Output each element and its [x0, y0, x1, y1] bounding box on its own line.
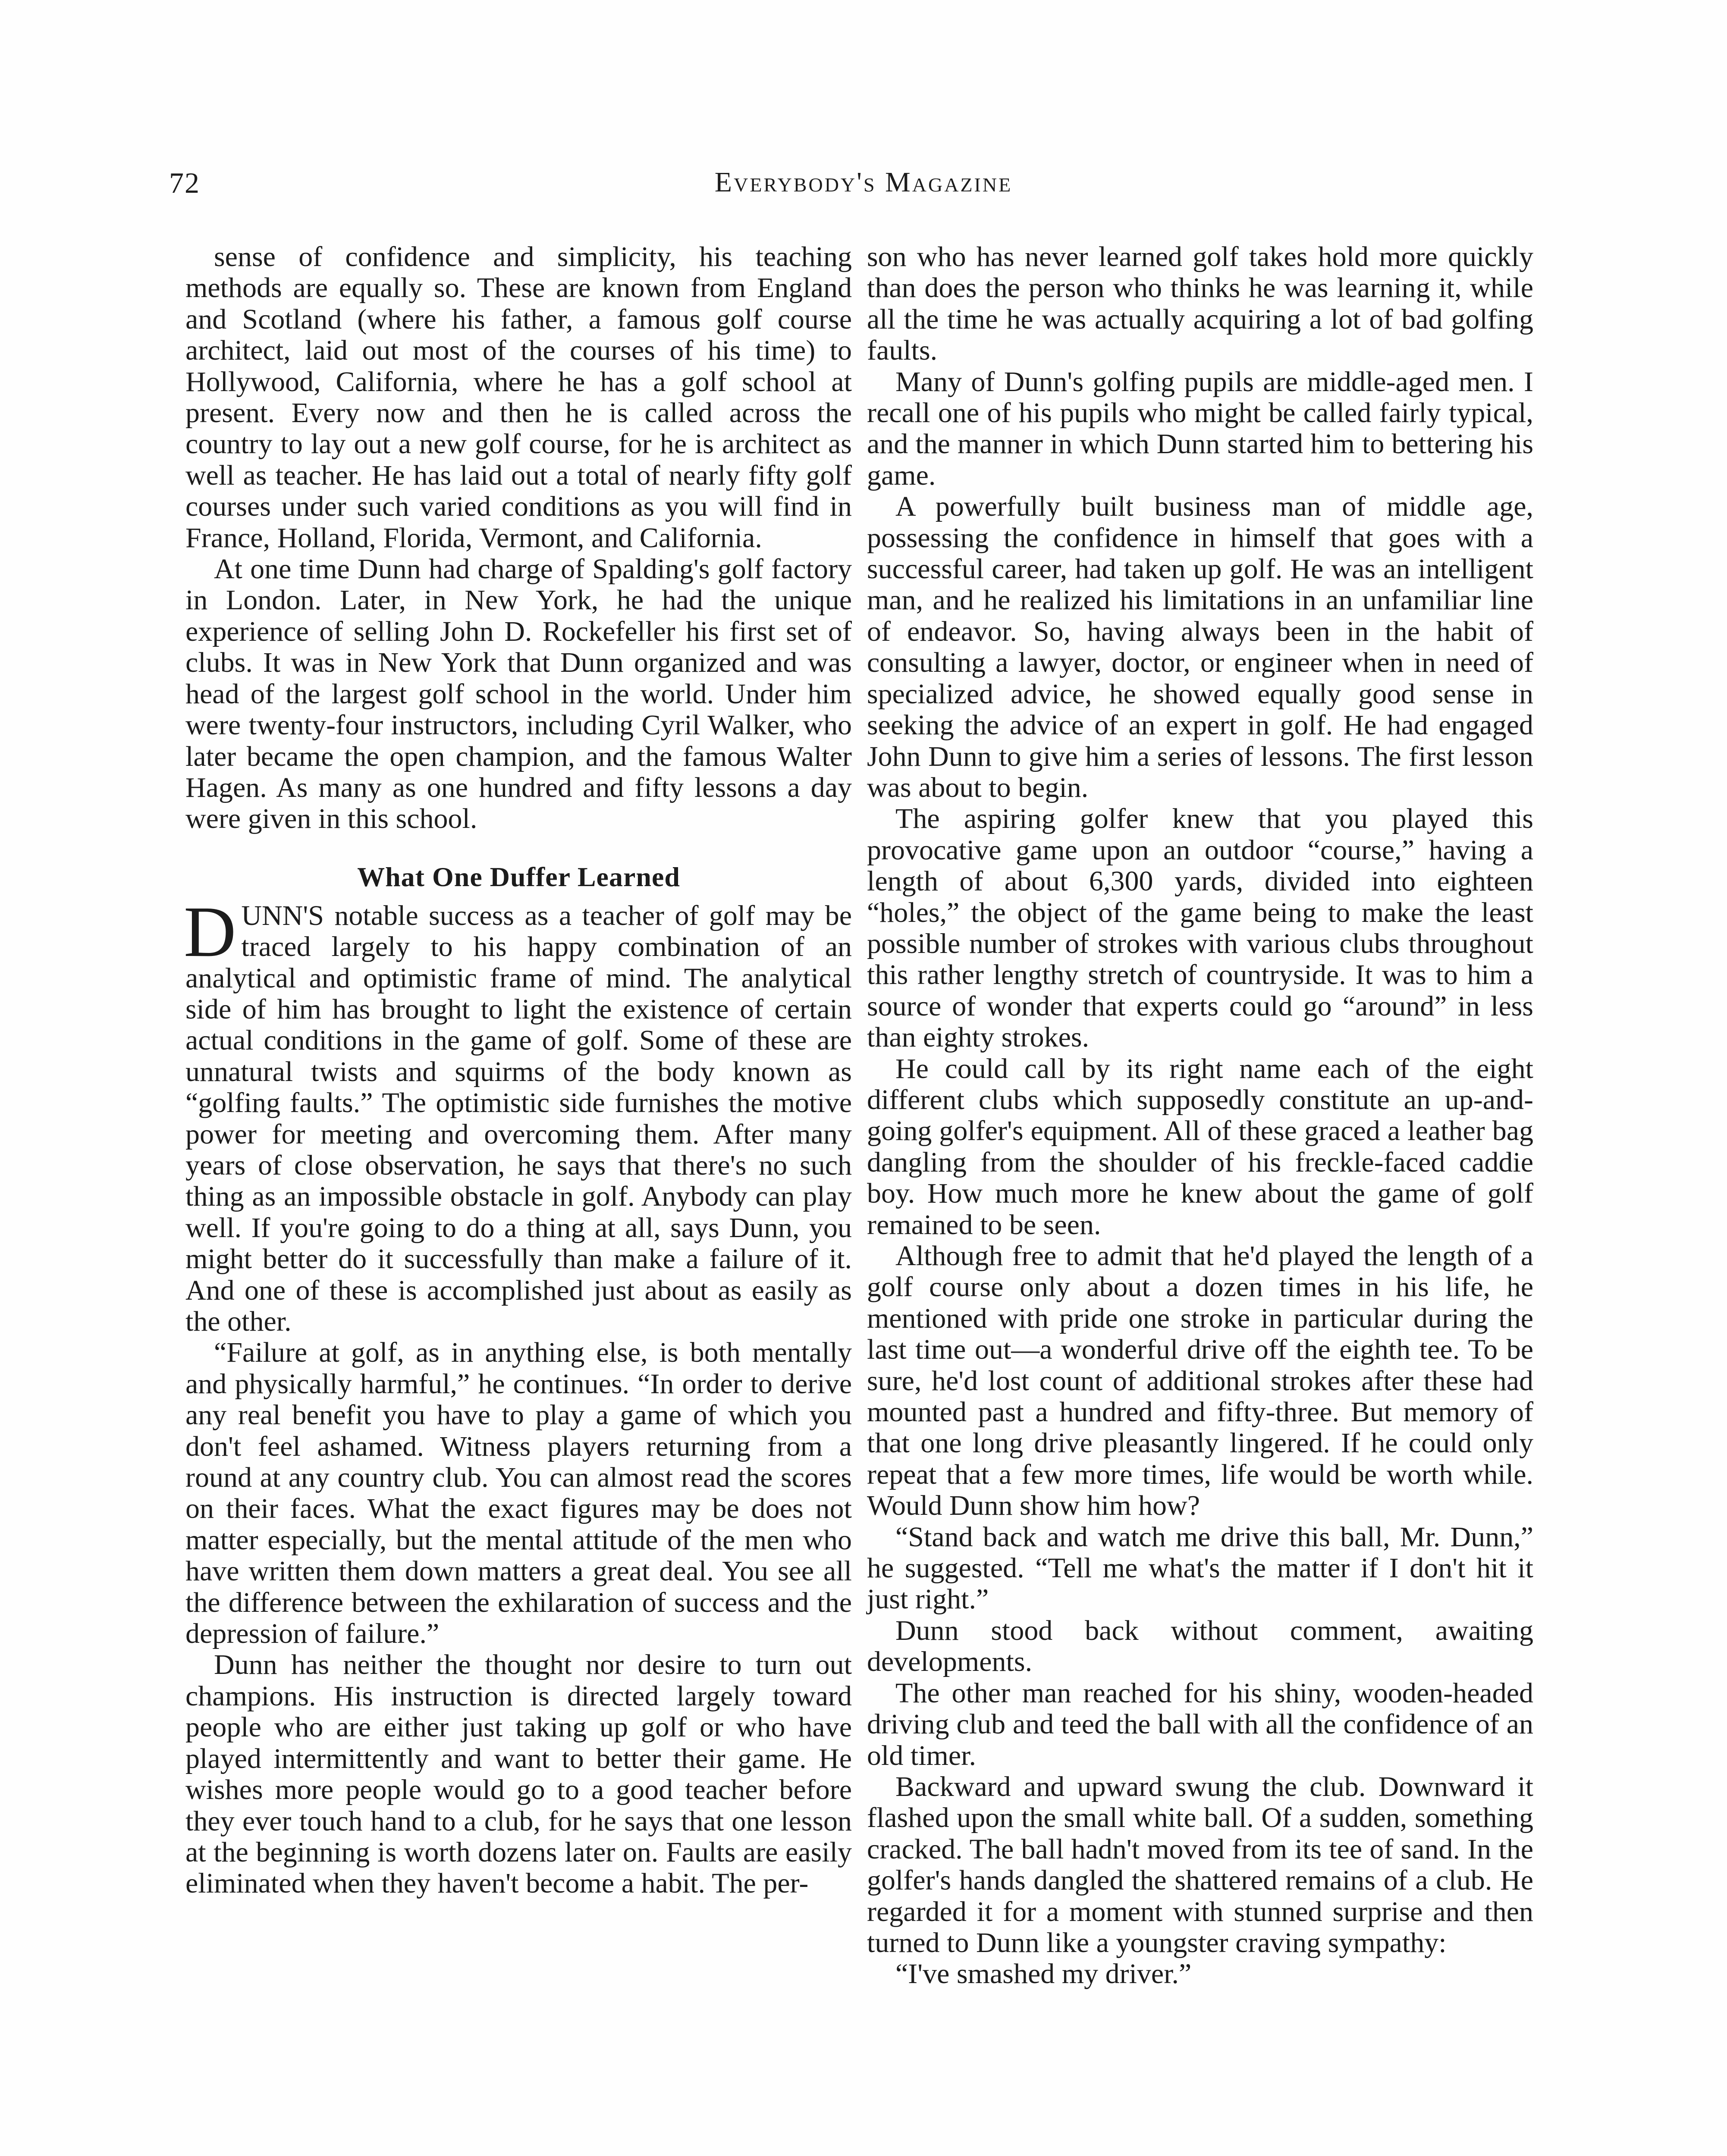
paragraph: “I've smashed my driver.”	[895, 1958, 1192, 1990]
running-head: Everybody's Magazine	[714, 166, 1013, 198]
paragraph: The aspiring golfer knew that you played this provocative game upon an outdoor “course,” having a length of about 6,300 yards, divided into eighteen “holes,” the object of the game being to make the least possible number of strokes with various clubs throughout this rather lengthy stretch of countryside. It was to him a source of wonder that experts could go “around” in less than eighty strokes.	[867, 803, 1533, 1053]
paragraph: “Stand back and watch me drive this ball, Mr. Dunn,” he suggested. “Tell me what's the matter if I don't hit it just right.”	[867, 1521, 1533, 1615]
dropcap-paragraph	[184, 891, 852, 1338]
paragraph: Dunn has neither the thought nor desire to turn out champions. His instruction is directed largely toward people who are either just taking up golf or who have played intermittently and want to better their game. He wishes more people would go to a good teacher before they ever touch hand to a club, for he says that one lesson at the beginning is worth dozens later on. Faults are easily eliminated when they haven't become a habit. The per-	[185, 1649, 852, 1899]
right-column	[867, 241, 1533, 1990]
paragraph: The other man reached for his shiny, wooden-headed driving club and teed the ball with all the confidence of an old timer.	[867, 1677, 1533, 1771]
left-column	[185, 241, 852, 1899]
paragraph: sense of confidence and simplicity, his teaching methods are equally so. These are known from England and Scotland (where his father, a famous golf course architect, laid out most of the courses of his time) to Hollywood, California, where he has a golf school at present. Every now and then he is called across the country to lay out a new golf course, for he is architect as well as teacher. He has laid out a total of nearly fifty golf courses under such varied conditions as you will find in France, Holland, Florida, Vermont, and California.	[185, 241, 852, 554]
paragraph: A powerfully built business man of middle age, possessing the confidence in himself that goes with a successful career, had taken up golf. He was an intelligent man, and he realized his limitations in an unfamiliar line of endeavor. So, having always been in the habit of consulting a lawyer, doctor, or engineer when in need of specialized advice, he showed equally good sense in seeking the advice of an expert in golf. He had engaged John Dunn to give him a series of lessons. The first lesson was about to begin.	[867, 491, 1533, 803]
paragraph: He could call by its right name each of the eight different clubs which supposedly constitute an up-and-going golfer's equipment. All of these graced a leather bag dangling from the shoulder of his freckle-faced caddie boy. How much more he knew about the game of golf remained to be seen.	[867, 1053, 1533, 1241]
paragraph: Many of Dunn's golfing pupils are middle-aged men. I recall one of his pupils who might be called fairly typical, and the manner in which Dunn started him to bettering his game.	[867, 366, 1533, 491]
paragraph: “Failure at golf, as in anything else, is both mentally and physically harmful,” he continues. “In order to derive any real benefit you have to play a game of which you don't feel ashamed. Witness players returning from a round at any country club. You can almost read the scores on their faces. What the exact figures may be does not matter especially, but the mental attitude of the men who have written them down matters a great deal. You see all the difference between the exhilaration of success and the depression of failure.”	[185, 1337, 852, 1650]
page-number: 72	[169, 166, 200, 199]
paragraph-continued: son who has never learned golf takes hold more quickly than does the person who thinks he was learning it, while all the time he was actually acquiring a lot of bad golfing faults.	[867, 241, 1533, 367]
dropcap-paragraph-text: UNN'S notable success as a teacher of golf may be traced largely to his happy combination of an analytical and optimistic frame of mind. The analytical side of him has brought to light the existence of certain actual conditions in the game of golf. Some of these are unnatural twists and squirms of the body known as “golfing faults.” The optimistic side furnishes the motive power for meeting and overcoming them. After many years of close observation, he says that there's no such thing as an impossible obstacle in golf. Anybody can play well. If you're going to do a thing at all, says Dunn, you might better do it successfully than make a failure of it. And one of these is accomplished just about as easily as the other.	[185, 899, 852, 1337]
drop-cap: D	[184, 891, 236, 972]
paragraph: Backward and upward swung the club. Downward it flashed upon the small white ball. Of a sudden, something cracked. The ball hadn't moved from its tee of sand. In the golfer's hands dangled the shattered remains of a club. He regarded it for a moment with stunned surprise and then turned to Dunn like a youngster craving sympathy:	[867, 1771, 1533, 1959]
paragraph: Although free to admit that he'd played the length of a golf course only about a dozen times in his life, he mentioned with pride one stroke in particular during the last time out—a wonderful drive off the eighth tee. To be sure, he'd lost count of additional strokes after these had mounted past a hundred and fifty-three. But memory of that one long drive pleasantly lingered. If he could only repeat that a few more times, life would be worth while. Would Dunn show him how?	[867, 1240, 1533, 1522]
paragraph: At one time Dunn had charge of Spalding's golf factory in London. Later, in New York, he had the unique experience of selling John D. Rockefeller his first set of clubs. It was in New York that Dunn organized and was head of the largest golf school in the world. Under him were twenty-four instructors, including Cyril Walker, who later became the open champion, and the famous Walter Hagen. As many as one hundred and fifty lessons a day were given in this school.	[185, 553, 852, 835]
paragraph: Dunn stood back without comment, awaiting developments.	[867, 1614, 1533, 1678]
section-subheading: What One Duffer Learned	[357, 861, 680, 892]
